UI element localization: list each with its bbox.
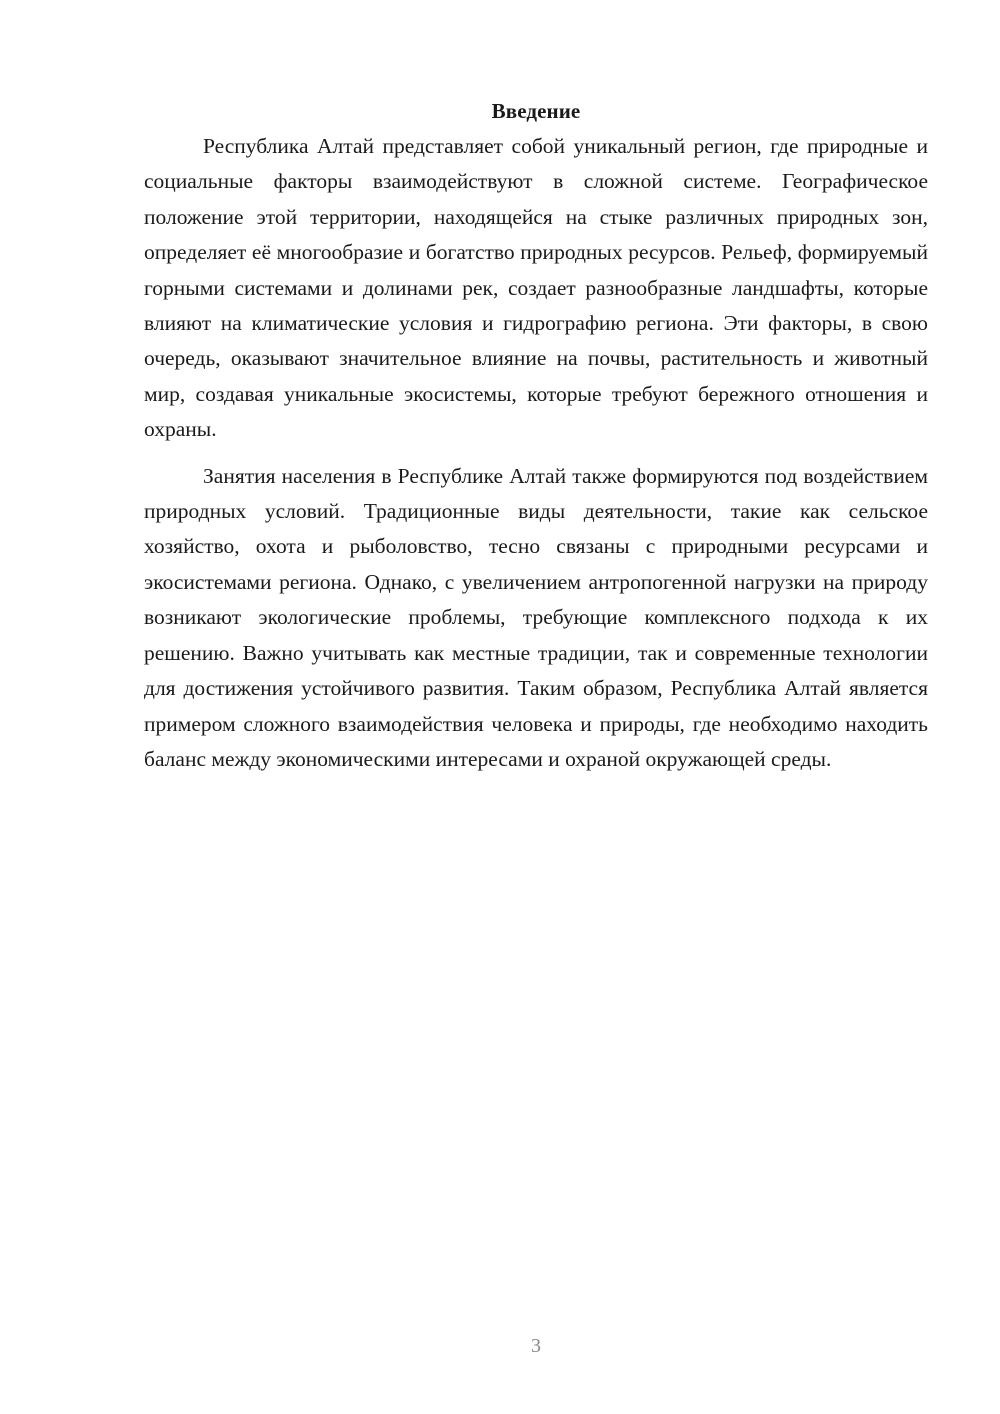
paragraph-2: Занятия населения в Республике Алтай также формируются под воздействием природных условий. Традиционные виды деятельности, такие как сельское хозяйство, охота и рыболовство, тесно связаны с природными ресурсами и экосистемами региона. Однако, с увеличением антропогенной нагрузки на природу возникают экологические проблемы, требующие комплексного подхода к их решению. Важно учитывать как местные традиции, так и современные технологии для достижения устойчивого развития. Таким образом, Республика Алтай является примером сложного взаимодействия человека и природы, где необходимо находить баланс между экономическими интересами и охраной окружающей среды. [144, 463, 928, 771]
page-content [144, 94, 928, 777]
paragraph-1: Республика Алтай представляет собой уникальный регион, где природные и социальные факторы взаимодействуют в сложной системе. Географическое положение этой территории, находящейся на стыке различных природных зон, определяет её многообразие и богатство природных ресурсов. Рельеф, формируемый горными системами и долинами рек, создает разнообразные ландшафты, которые влияют на климатические условия и гидрографию региона. Эти факторы, в свою очередь, оказывают значительное влияние на почвы, растительность и животный мир, создавая уникальные экосистемы, которые требуют бережного отношения и охраны. [144, 134, 928, 442]
section-title: Введение [491, 99, 581, 123]
page-number: 3 [531, 1335, 541, 1357]
